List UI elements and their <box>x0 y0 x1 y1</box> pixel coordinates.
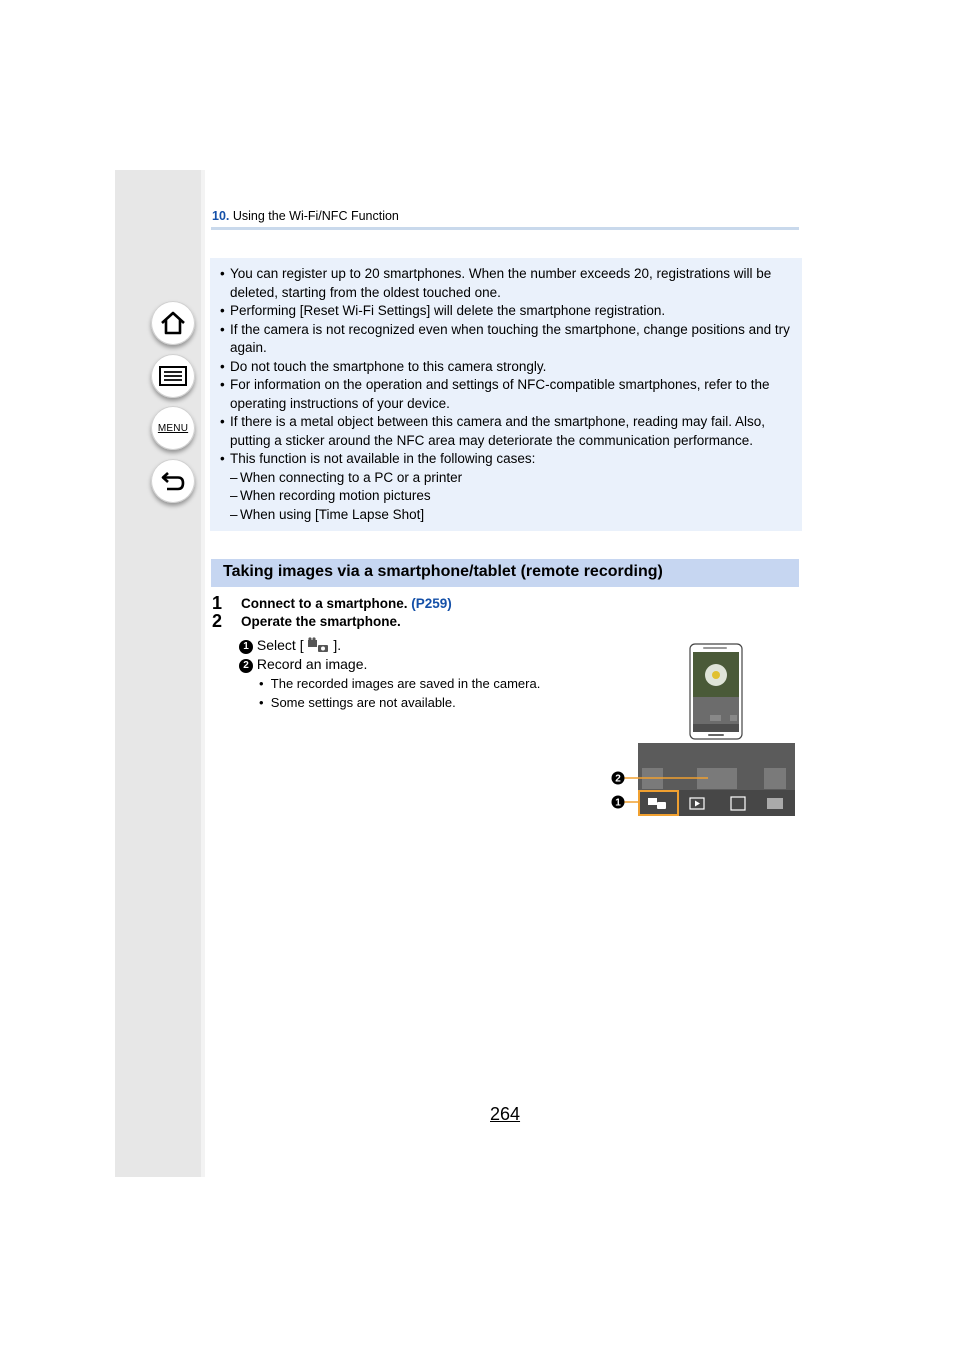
note-sub-item <box>220 469 796 488</box>
note-item <box>220 265 796 284</box>
note-item <box>220 284 796 303</box>
note-text: putting a sticker around the NFC area may deteriorate the communication performance. <box>230 432 754 448</box>
bullet-marker: • <box>220 321 225 337</box>
callout-number: 2 <box>239 659 253 673</box>
chapter-number: 10. <box>212 209 230 223</box>
note-sub-item <box>220 487 796 506</box>
sidebar-edge <box>201 170 205 1177</box>
chapter-header <box>212 209 399 223</box>
header-rule <box>211 227 799 230</box>
bullet-marker: • <box>220 358 225 374</box>
page-number: 264 <box>490 1104 521 1124</box>
section-heading <box>211 559 799 587</box>
list-icon <box>158 364 188 388</box>
back-button[interactable] <box>151 459 195 503</box>
note-text: Performing [Reset Wi-Fi Settings] will delete the smartphone registration. <box>230 303 666 318</box>
contents-list-button[interactable] <box>151 354 195 398</box>
notes-box <box>210 258 802 531</box>
dash-marker: – <box>230 469 238 485</box>
section-title: Taking images via a smartphone/tablet (remote recording) <box>223 563 663 580</box>
sub-item-text-end: ]. <box>333 637 342 653</box>
step-number: 2 <box>212 611 223 631</box>
note-text: This function is not available in the following cases: <box>230 451 536 466</box>
note-item <box>220 432 796 451</box>
bullet-marker: • <box>220 377 225 392</box>
menu-label: MENU <box>157 422 189 434</box>
note-text: again. <box>230 340 267 355</box>
callout-1-label: 1 <box>615 797 621 809</box>
smartphone-illustration <box>606 640 798 820</box>
note-text: If the camera is not recognized even when touching the smartphone, change positions and try <box>230 321 790 337</box>
note-text: When recording motion pictures <box>240 488 431 503</box>
bullet-1: • The recorded images are saved in the camera. <box>259 676 541 691</box>
step-text: Connect to a smartphone. <box>241 596 408 611</box>
note-text: For information on the operation and settings of NFC-compatible smartphones, refer to the <box>230 377 770 392</box>
back-arrow-icon <box>159 468 187 494</box>
bullet-marker: • <box>220 451 225 466</box>
remote-record-icon <box>307 637 329 653</box>
bullet-marker: • <box>220 414 225 429</box>
note-item <box>220 321 796 340</box>
bullet-marker: • <box>220 303 225 318</box>
note-text: Do not touch the smartphone to this camera strongly. <box>230 358 547 374</box>
note-item <box>220 339 796 358</box>
dash-marker: – <box>230 506 238 522</box>
bullet-text: The recorded images are saved in the camera. <box>270 676 541 691</box>
step-1-text <box>241 596 452 611</box>
note-text: If there is a metal object between this camera and the smartphone, reading may fail. Also, <box>230 414 766 429</box>
dash-marker: – <box>230 488 238 503</box>
step-2-text <box>241 614 401 629</box>
note-text: deleted, starting from the oldest touched one. <box>230 284 501 300</box>
sub-item-text: Record an image. <box>256 656 368 672</box>
home-button[interactable] <box>151 301 195 345</box>
step-number: 1 <box>212 593 223 613</box>
menu-button[interactable] <box>151 406 195 450</box>
bullet-marker: • <box>220 266 225 281</box>
note-item <box>220 450 796 469</box>
sub-item-2 <box>239 656 367 673</box>
callout-number: 1 <box>239 640 253 654</box>
phone-speaker <box>703 647 727 649</box>
bullet-text: Some settings are not available. <box>270 695 456 710</box>
note-item <box>220 376 796 395</box>
note-item <box>220 358 796 377</box>
step-2 <box>212 611 241 632</box>
step-text: Operate the smartphone. <box>241 614 401 629</box>
callout-2-label: 2 <box>615 773 621 785</box>
sub-item-text: Select [ <box>256 637 304 653</box>
notes-list <box>210 258 802 524</box>
note-item <box>220 302 796 321</box>
note-text: operating instructions of your device. <box>230 395 450 411</box>
note-item <box>220 395 796 414</box>
chapter-title: Using the Wi-Fi/NFC Function <box>232 209 399 223</box>
home-icon <box>159 309 187 337</box>
page-reference-link[interactable]: (P259) <box>411 596 452 611</box>
bullet-2: • Some settings are not available. <box>259 695 456 710</box>
note-item <box>220 413 796 432</box>
note-text: When connecting to a PC or a printer <box>240 469 463 485</box>
note-text: When using [Time Lapse Shot] <box>240 506 425 522</box>
note-text: You can register up to 20 smartphones. When the number exceeds 20, registrations will be <box>230 266 772 281</box>
sub-item-1 <box>239 637 341 654</box>
note-sub-item <box>220 506 796 525</box>
